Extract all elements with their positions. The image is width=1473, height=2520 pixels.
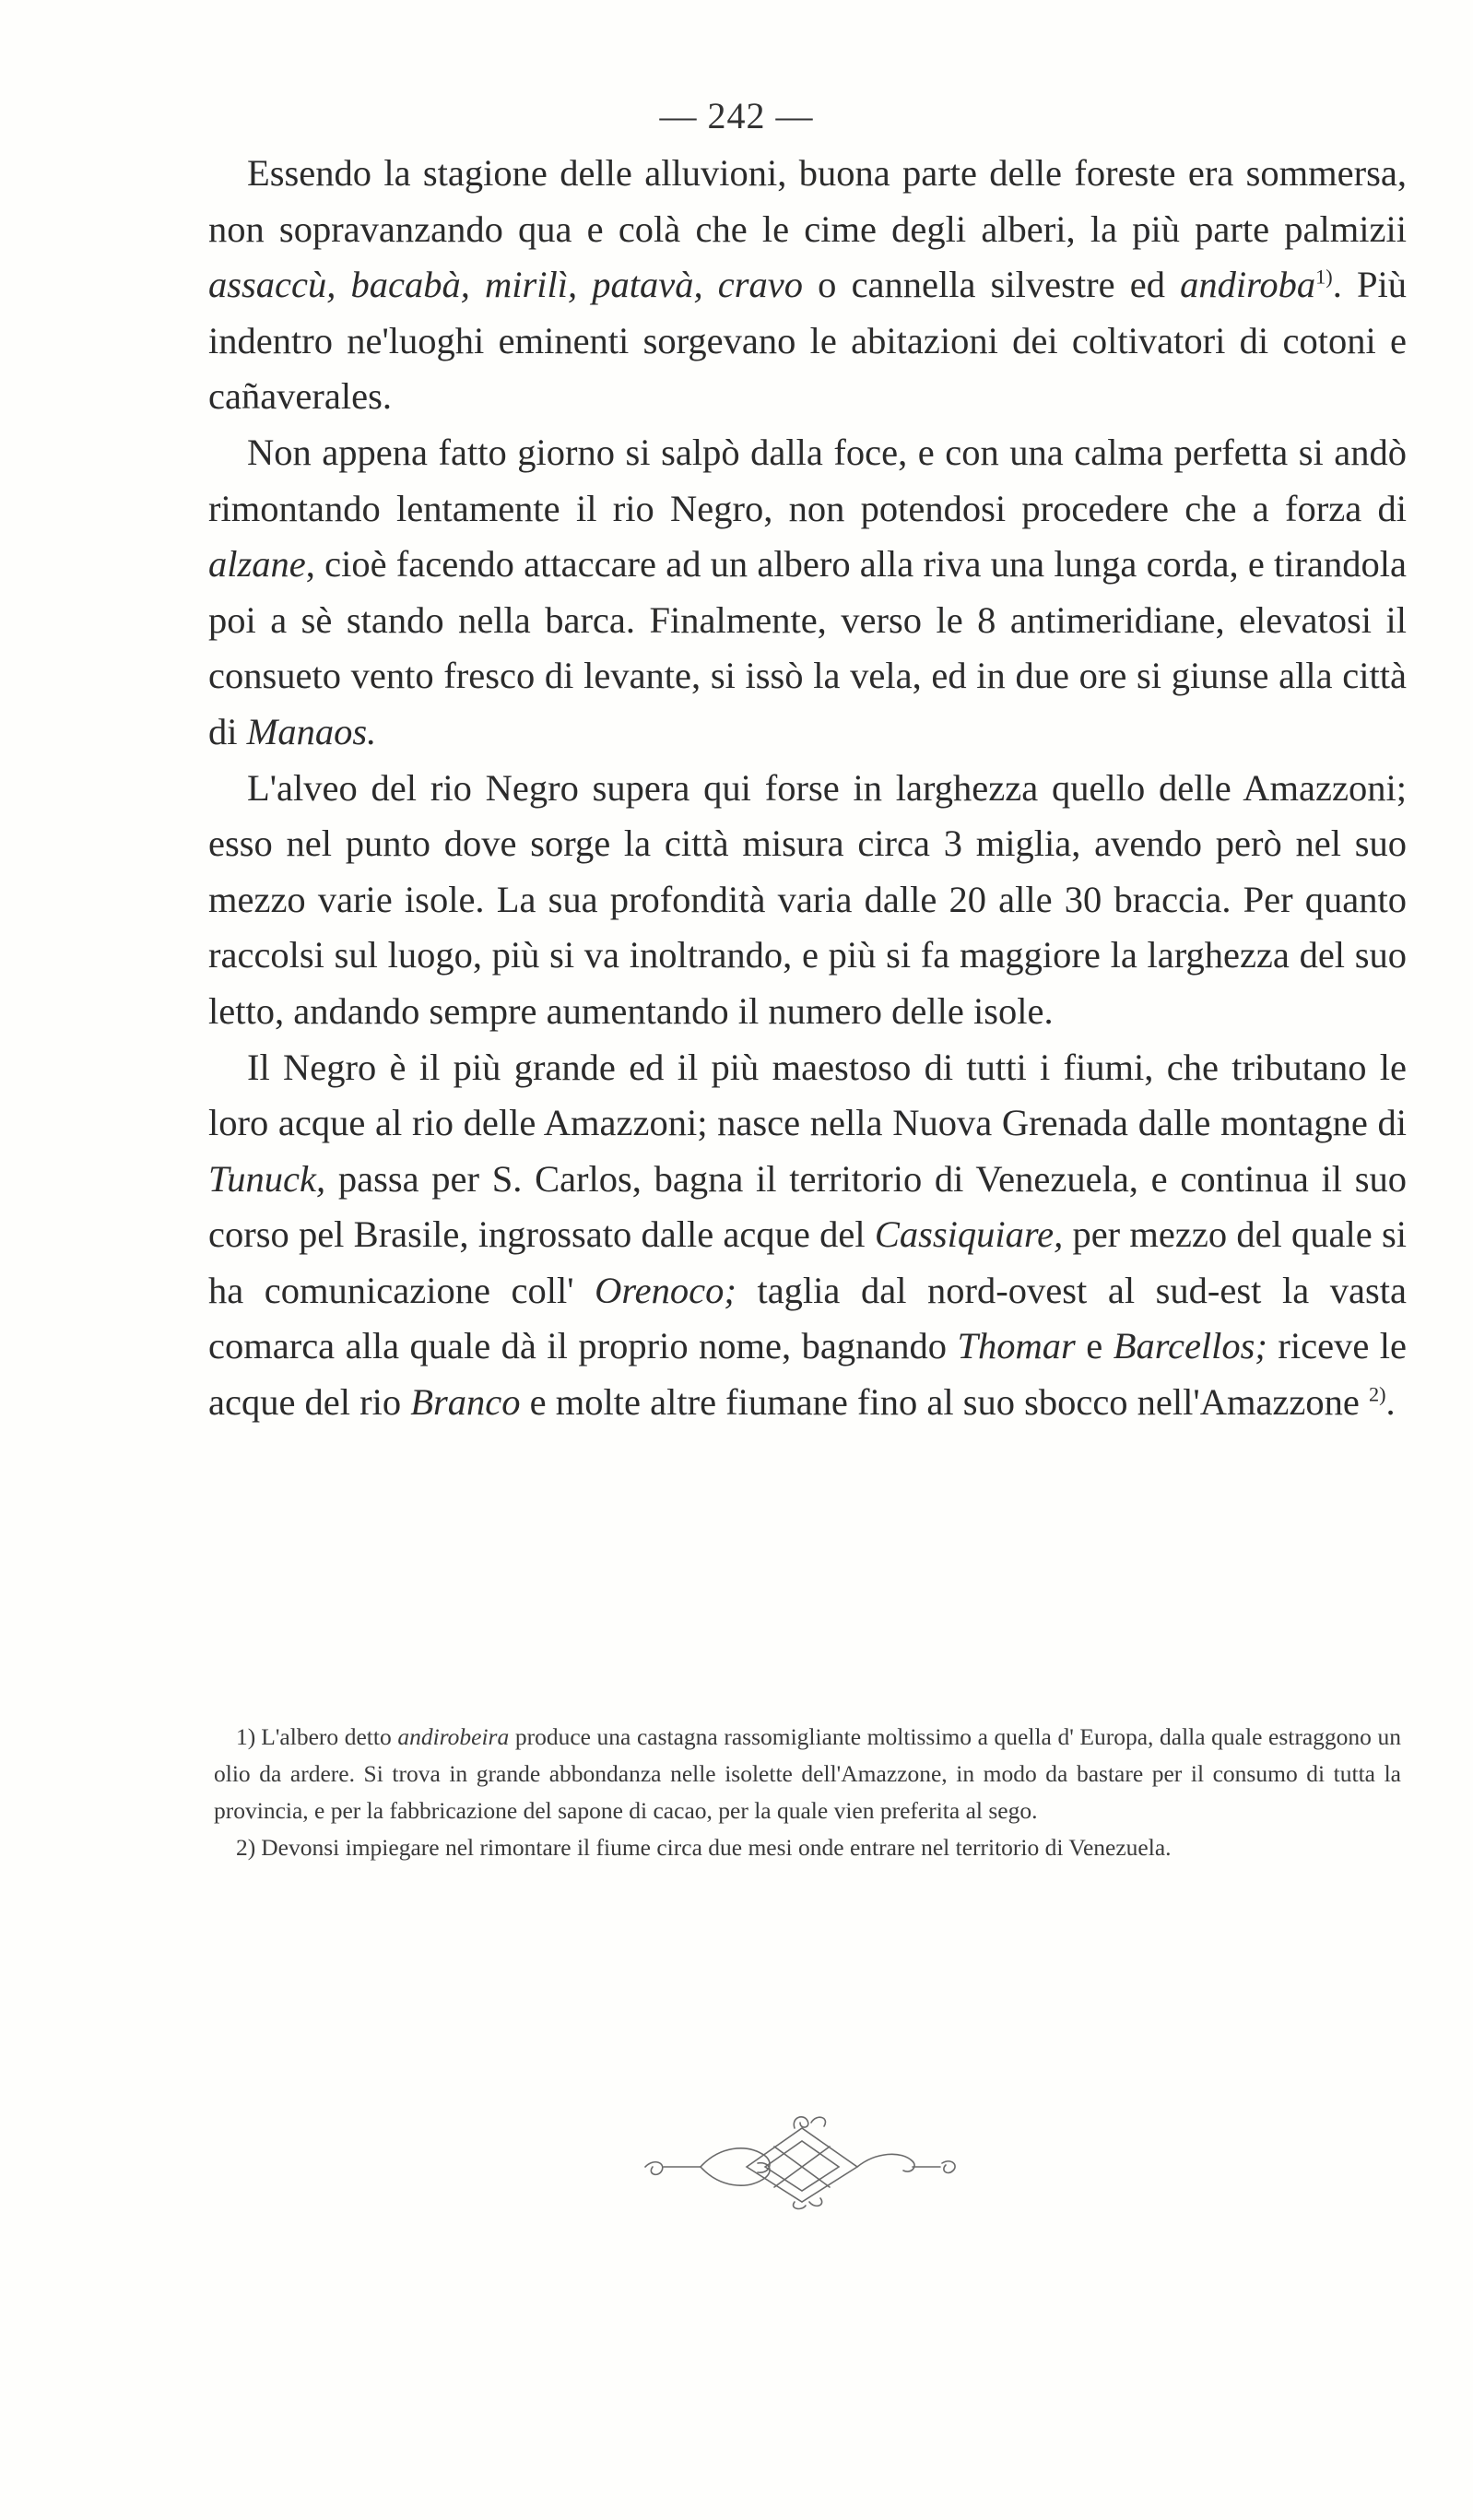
text-run: riceve le acque del rio (208, 1325, 1407, 1424)
footnotes (214, 1719, 1401, 1866)
text-run: e (1075, 1325, 1114, 1367)
italic-run: Branco (410, 1381, 521, 1424)
text-run: L'alveo del rio Negro supera qui forse in larghezza quello delle Amazzoni; esso nel punto dove sorge la città misura circa 3 miglia, avendo però nel suo mezzo varie isole. La sua profondità varia dalle 20 alle 30 braccia. Per quanto raccolsi sul luogo, più si va inoltrando, e più si fa maggiore la larghezza del suo letto, andando sempre aumentando il numero delle isole. (208, 766, 1407, 1032)
italic-run: andirobeira (397, 1723, 510, 1750)
italic-run: Barcellos; (1113, 1325, 1267, 1367)
text-run: . Più indentro ne'luoghi eminenti sorgevano le abitazioni dei coltivatori di cotoni e cañaverales. (208, 264, 1407, 418)
text-run: Il Negro è il più grande ed il più maestoso di tutti i fiumi, che tributano le loro acque al rio delle Amazzoni; nasce nella Nuova Grenada dalle montagne di (208, 1046, 1407, 1144)
text-run: o cannella silvestre ed (803, 264, 1181, 306)
italic-run: alzane (208, 543, 306, 586)
text-run: Devonsi impiegare nel rimontare il fiume circa due mesi onde entrare nel territorio di Venezuela. (261, 1834, 1172, 1861)
italic-run: Orenoco; (595, 1269, 736, 1311)
italic-run: assaccù, bacabà, mirilì, patavà, cravo (208, 264, 804, 306)
text-run: . (1385, 1381, 1396, 1424)
footnote-number: 1) (236, 1723, 256, 1750)
text-run: Essendo la stagione delle alluvioni, buona parte delle foreste era sommersa, non sopravanzando qua e colà che le cime degli alberi, la più parte palmizii (208, 152, 1407, 250)
paragraph (208, 1040, 1407, 1431)
text-run: L'albero detto (261, 1723, 398, 1750)
italic-run: Manaos. (246, 710, 377, 752)
italic-run: Tunuck, (208, 1157, 326, 1200)
footnote (214, 1829, 1401, 1866)
text-run: produce una castagna rassomigliante moltissimo a quella d' Europa, dalla quale estraggono un olio da ardere. Si trova in grande abbondanza nelle isolette dell'Amazzone, in modo da bastare per il consumo di tutta la provincia, e per la fabbricazione del sapone di cacao, per la quale vien preferita al sego. (214, 1723, 1401, 1824)
paragraph (208, 425, 1407, 761)
text-run: taglia dal nord-ovest al sud-est la vasta comarca alla quale dà il proprio nome, bagnando (208, 1269, 1408, 1367)
italic-run: Cassiquiare, (874, 1213, 1064, 1256)
footnote (214, 1719, 1401, 1829)
decorative-vignette-icon (636, 2110, 968, 2211)
text-run: , cioè facendo attaccare ad un albero alla riva una lunga corda, e tirandola poi a sè stando nella barca. Finalmente, verso le 8 antimeridiane, elevatosi il consueto vento fresco di levante, si issò la vela, ed in due ore si giunse alla città di (208, 543, 1407, 752)
text-run: per mezzo del quale si ha comunicazione coll' (208, 1213, 1407, 1311)
page-number: — 242 — (659, 95, 814, 136)
text-run: passa per S. Carlos, bagna il territorio di Venezuela, e continua il suo corso pel Brasile, ingrossato dalle acque del (208, 1157, 1407, 1256)
text-run: e molte altre fiumane fino al suo sbocco nell'Amazzone (520, 1381, 1369, 1424)
paragraph (208, 146, 1407, 425)
paragraph (208, 761, 1407, 1040)
body-text (208, 146, 1407, 1431)
footnote-number: 2) (236, 1834, 256, 1861)
footnote-ref[interactable]: 1) (1315, 265, 1333, 289)
italic-run: Thomar (957, 1325, 1076, 1367)
footnote-ref[interactable]: 2) (1368, 1382, 1386, 1406)
text-run: Non appena fatto giorno si salpò dalla foce, e con una calma perfetta si andò rimontando lentamente il rio Negro, non potendosi procedere che a forza di (208, 431, 1407, 529)
italic-run: andiroba (1180, 264, 1316, 306)
